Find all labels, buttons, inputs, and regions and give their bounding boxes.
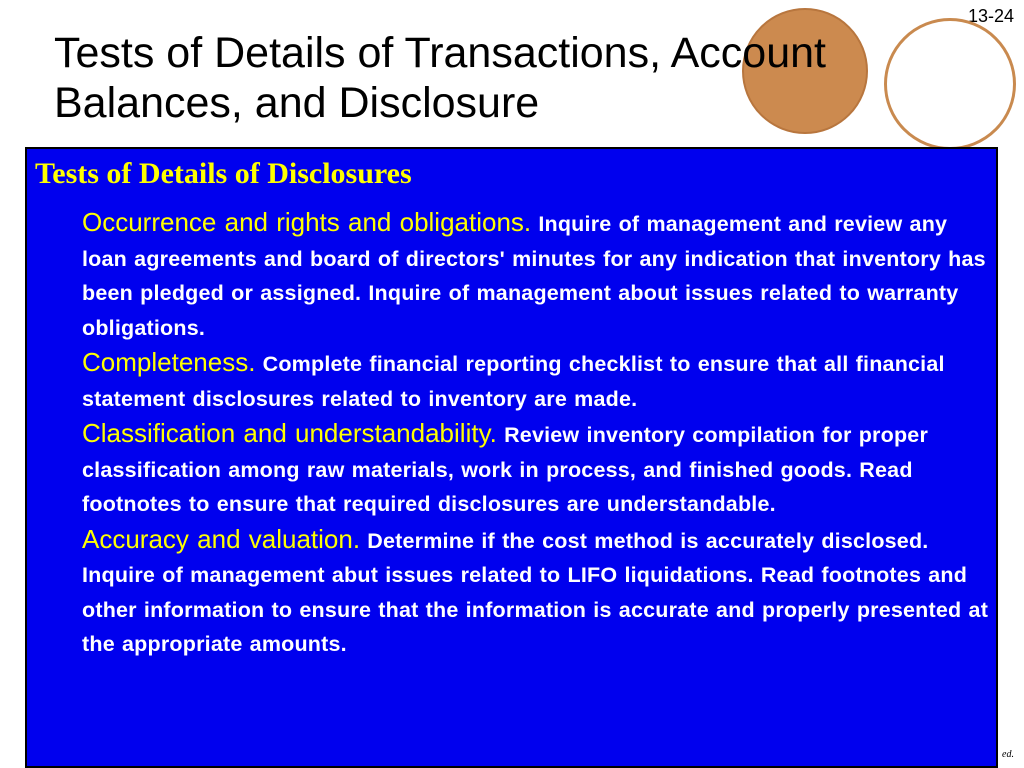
content-box — [25, 147, 998, 768]
item-body: Review inventory compilation for proper classification among raw materials, work in process, and finished goods. Read footnotes to ensure that required disclosures are understandable. — [82, 423, 929, 516]
list-item — [82, 522, 990, 662]
item-lead: Classification and understandability. — [82, 418, 497, 448]
item-body: Complete financial reporting checklist to ensure that all financial statement disclosures related to inventory are made. — [82, 352, 945, 411]
footer-fragment: ed. — [1002, 749, 1014, 760]
section-heading: Tests of Details of Disclosures — [35, 157, 412, 190]
item-lead: Occurrence and rights and obligations. — [82, 207, 532, 237]
list-item — [82, 345, 990, 416]
list-item — [82, 205, 990, 345]
item-body: Inquire of management and review any loan agreements and board of directors' minutes for any indication that inventory has been pledged or assigned. Inquire of management about issues related to warranty obligations. — [82, 212, 986, 340]
slide-title: Tests of Details of Transactions, Account Balances, and Disclosure — [54, 29, 826, 127]
item-lead: Accuracy and valuation. — [82, 523, 361, 554]
item-lead: Completeness. — [82, 347, 256, 377]
list-item — [82, 416, 990, 522]
item-body: Determine if the cost method is accurately disclosed. Inquire of management abut issues related to LIFO liquidations. Read footnotes and other information to ensure that the information is accurate and properly presented at the appropriate amounts. — [82, 528, 989, 656]
item-list — [82, 205, 990, 662]
slide-number: 13-24 — [967, 6, 1014, 26]
